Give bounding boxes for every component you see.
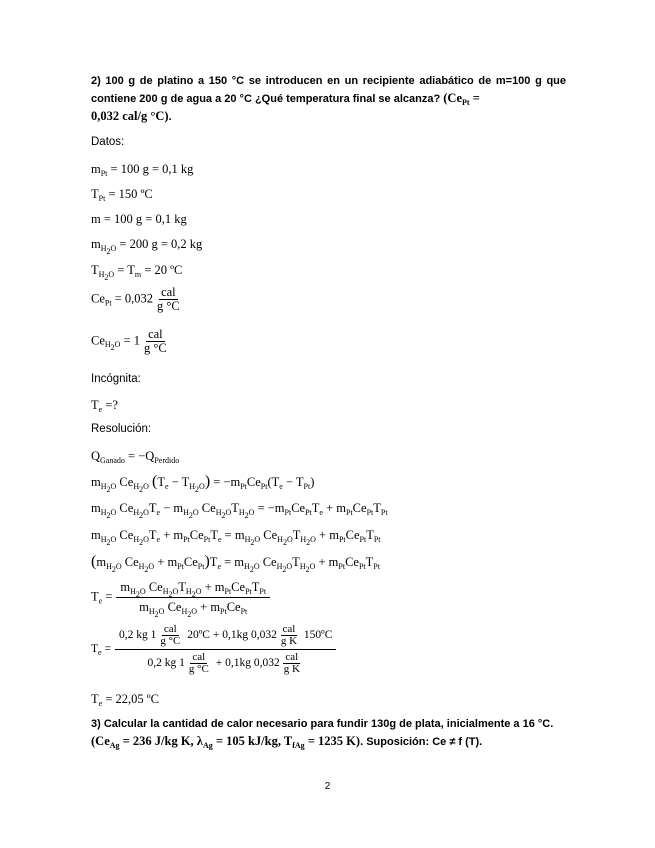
eq-te-unknown: $T_e$ =? <box>91 398 118 414</box>
eq-step-1: $m_{H_2O}$ $Ce_{H_2O}$ $(T_e - T_{H_2O}) = -m_{Pt}Ce_{Pt}(T_e - T_{Pt})$ <box>91 473 315 494</box>
eq-ceh2o: $Ce_{H_2O} = 1$ $\frac{\text{cal}}{g ^\circ C}$ <box>91 327 167 355</box>
resolucion-heading: Resolución: <box>91 423 152 435</box>
datos-heading: Datos: <box>91 136 125 148</box>
problem-3-text: 3) Calcular la cantidad de calor necesario para fundir 130g de plata, inicialmente a 16 °C. <box>91 718 554 730</box>
eq-te-result: $T_e = 22,05$ ºC <box>91 692 159 708</box>
eq-q-balance: $Q_{Ganado} = -Q_{Perdido}$ <box>91 449 180 465</box>
page-number: 2 <box>324 781 331 792</box>
eq-m: m = 100 g = 0,1 kg <box>91 212 187 226</box>
problem-2-ce-pt: ($Ce_{Pt}$ = 0,032 cal/g °C) <box>91 91 480 123</box>
eq-te-numeric: $T_e$ = 0,2 kg 1 $\frac{\text{cal}}{g ^\circ C}$ 20ºC + 0,1kg 0,032 $\frac{\text{cal}}{\text{g K}}$ 150ºC 0,2 kg 1 $\frac{\text{cal}}{g ^\circ C}$ + 0,1kg 0,032 $\frac{\text{cal}}{\text{g K}}$ <box>91 624 336 675</box>
incognita-heading: Incógnita: <box>91 373 141 385</box>
eq-step-2: $m_{H_2O}$ $Ce_{H_2O}T_e - m_{H_2O}$ $Ce_{H_2O}T_{H_2O} = -m_{Pt}Ce_{Pt}T_e + m_{Pt}Ce_{Pt}T_{Pt}$ <box>91 501 388 520</box>
problem-3-statement: 3) Calcular la cantidad de calor necesario para fundir 130g de plata, inicialmente a 16 °C. ($Ce_{Ag} = 236$ J/kg K, $\lambda_{Ag} = 105$ kJ/kg, $T_{fAg} = 1235$ K). Suposición: Ce ≠ f (T). <box>91 718 554 750</box>
eq-step-4: ($m_{H_2O}$ $Ce_{H_2O} + m_{Pt}Ce_{Pt})T_e = m_{H_2O}$ $Ce_{H_2O}T_{H_2O} + m_{Pt}Ce_{Pt}T_{Pt}$ <box>91 553 380 574</box>
eq-tpt: $T_{Pt} = 150$ ºC <box>91 187 153 203</box>
eq-cept: $Ce_{Pt} = 0,032$ $\frac{\text{cal}}{g ^\circ C}$ <box>91 285 180 313</box>
eq-step-3: $m_{H_2O}$ $Ce_{H_2O}T_e + m_{Pt}Ce_{Pt}T_e = m_{H_2O}$ $Ce_{H_2O}T_{H_2O} + m_{Pt}Ce_{Pt}T_{Pt}$ <box>91 528 381 547</box>
problem-2-text: 2) 100 g de platino a 150 °C se introducen en un recipiente adiabático de m=100 g que contiene 200 g de agua a 20 °C ¿Qué temperatura final se alcanza? <box>91 75 566 105</box>
problem-3-assumption: Suposición: Ce ≠ f (T). <box>366 736 483 748</box>
problem-3-data: ($Ce_{Ag} = 236$ J/kg K, $\lambda_{Ag} = 105$ kJ/kg, $T_{fAg} = 1235$ K) <box>91 734 361 750</box>
eq-te-formula: $T_e$ = $\frac{m_{H_2O} Ce_{H_2O}T_{H_2O} + m_{Pt}Ce_{Pt}T_{Pt}}{m_{H_2O} Ce_{H_2O} + m_{Pt}Ce_{Pt}}$ <box>91 580 270 615</box>
eq-mh2o: $m_{H_2O} = 200$ g = 0,2 kg <box>91 237 203 256</box>
eq-th2o: $T_{H_2O} = T_m = 20$ ºC <box>91 263 183 282</box>
problem-2-statement: 2) 100 g de platino a 150 °C se introducen en un recipiente adiabático de m=100 g que contiene 200 g de agua a 20 °C ¿Qué temperatura final se alcanza? ($Ce_{Pt}$ = 0,032 cal/g °C). <box>91 75 566 123</box>
eq-mpt: $m_{Pt} = 100$ g = 0,1 kg <box>91 162 194 178</box>
